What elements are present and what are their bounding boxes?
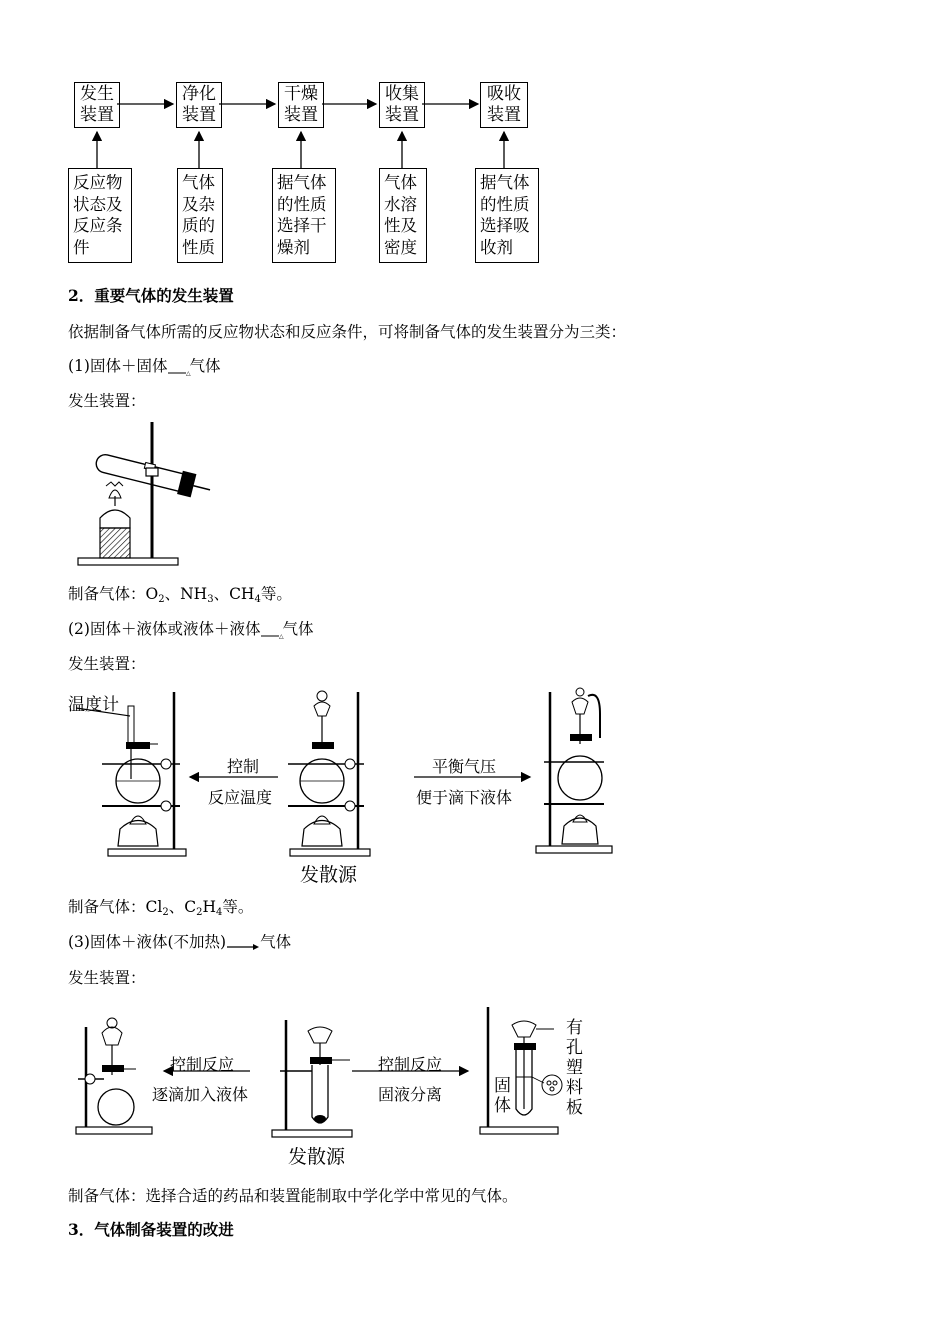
type2-title: (2)固体＋液体或液体＋液体 △ 气体 bbox=[68, 620, 314, 640]
balance-pressure-label: 平衡气压 bbox=[432, 757, 497, 776]
flow-condition-1: 反应物 状态及 反应条 件 bbox=[68, 168, 132, 263]
source-label-2: 发散源 bbox=[300, 864, 358, 886]
arrow-icon bbox=[226, 937, 260, 949]
flow-box-collection: 收集 装置 bbox=[379, 82, 425, 128]
type3-title: (3)固体＋液体(不加热) 气体 bbox=[68, 933, 292, 951]
dropping-funnel-flask bbox=[76, 1018, 152, 1134]
control-label: 控制 bbox=[227, 757, 260, 776]
flow-condition-5: 据气体 的性质 选择吸 收剂 bbox=[475, 168, 539, 263]
flow-box-drying: 干燥 装置 bbox=[278, 82, 324, 128]
control-reaction-label-right: 控制反应 bbox=[378, 1055, 443, 1074]
drip-liquid-label: 逐滴加入液体 bbox=[152, 1085, 249, 1104]
liquid-heating-apparatus-group bbox=[68, 684, 628, 884]
flow-condition-2: 气体 及杂 质的 性质 bbox=[177, 168, 223, 263]
flow-box-purification: 净化 装置 bbox=[176, 82, 222, 128]
heat-condition-arrow bbox=[260, 624, 285, 640]
flow-condition-4: 气体 水溶 性及 密度 bbox=[379, 168, 427, 263]
perforated-plate-label: 有 孔 塑 料 板 bbox=[566, 1018, 583, 1118]
solid-liquid-separation-label: 固液分离 bbox=[378, 1085, 443, 1104]
section-3-heading: 3．气体制备装置的改进 bbox=[68, 1220, 234, 1239]
easy-drip-label: 便于滴下液体 bbox=[416, 788, 513, 807]
type2-device-label: 发生装置： bbox=[68, 655, 146, 673]
heat-condition-arrow bbox=[167, 361, 192, 377]
kipp-like-apparatus bbox=[480, 1007, 562, 1134]
type2-gases: 制备气体：$Cl_2$、$C_2H_4$等。 bbox=[68, 898, 254, 918]
type3-gases: 制备气体：选择合适的药品和装置能制取中学化学中常见的气体。 bbox=[68, 1187, 518, 1205]
reaction-temperature-label: 反应温度 bbox=[208, 788, 273, 807]
apparatus-with-pressure-tube bbox=[536, 688, 612, 853]
flow-box-generation: 发生 装置 bbox=[74, 82, 120, 128]
type1-gases: 制备气体：$O_2$、$NH_3$、$CH_4$等。 bbox=[68, 585, 292, 605]
no-heating-apparatus-group bbox=[68, 1005, 608, 1145]
svg-text:△: △ bbox=[186, 370, 192, 377]
solid-label: 固 体 bbox=[494, 1076, 511, 1116]
solid-heating-apparatus bbox=[76, 420, 216, 570]
section-2-intro: 依据制备气体所需的反应物状态和反应条件，可将制备气体的发生装置分为三类： bbox=[68, 323, 627, 341]
test-tube-funnel bbox=[272, 1020, 352, 1137]
flow-box-absorption: 吸收 装置 bbox=[480, 82, 528, 128]
apparatus-base bbox=[288, 691, 370, 856]
flow-condition-3: 据气体 的性质 选择干 燥剂 bbox=[272, 168, 336, 263]
section-2-heading: 2．重要气体的发生装置 bbox=[68, 286, 234, 305]
apparatus-with-thermometer bbox=[76, 692, 186, 856]
svg-text:△: △ bbox=[279, 633, 285, 640]
control-reaction-label-left: 控制反应 bbox=[170, 1055, 235, 1074]
type1-device-label: 发生装置： bbox=[68, 392, 146, 410]
source-label-3: 发散源 bbox=[288, 1146, 346, 1168]
type3-device-label: 发生装置： bbox=[68, 969, 146, 987]
thermometer-label: 温度计 bbox=[68, 695, 119, 715]
type1-title: (1)固体＋固体 △ 气体 bbox=[68, 357, 221, 377]
